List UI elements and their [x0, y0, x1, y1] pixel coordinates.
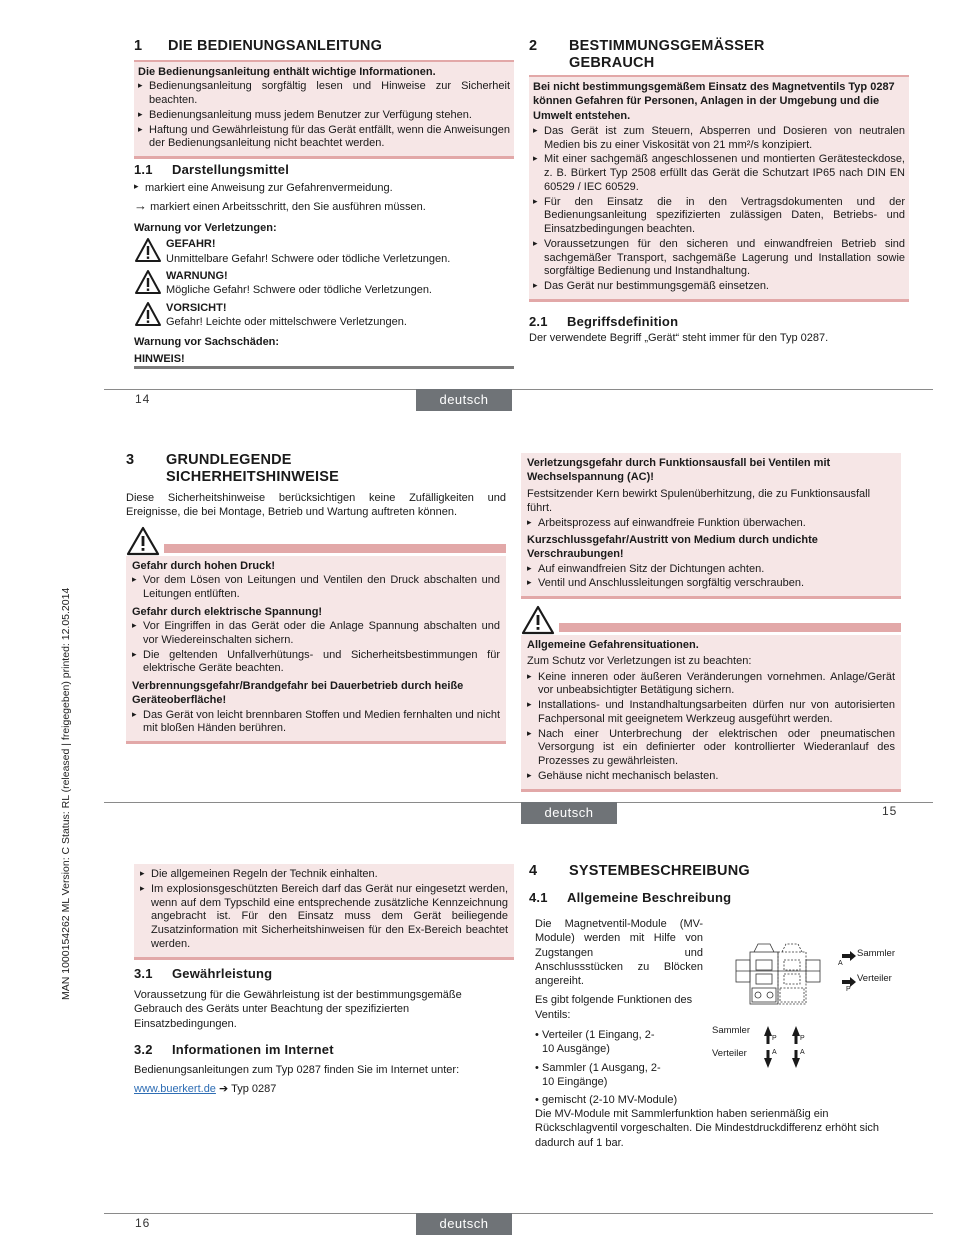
function-item [535, 1028, 703, 1057]
list-item: ▸ Vor dem Lösen von Leitungen und Ventilen den Druck abschalten und Leitungen entlüften. [132, 574, 500, 602]
hazard-heading: Verletzungsgefahr durch Funktionsausfall bei Ventilen mit Wechselspannung (AC)! [527, 457, 831, 484]
language-tab: deutsch [521, 802, 617, 824]
section-title: GRUNDLEGENDE [166, 452, 292, 468]
hinweis-rule [134, 366, 514, 369]
figure-label-verteiler-bottom: Verteiler [712, 1048, 747, 1059]
collector-note: Die MV-Module mit Sammlerfunktion haben serienmäßig ein Rückschlagventil vorgeschalten. Die Mindestdruckdifferenz erhöht sich dadurch auf 1 bar. [535, 1108, 880, 1149]
hazard-heading: Gefahr durch elektrische Spannung! [132, 605, 323, 618]
arrow-icon: → [134, 198, 147, 214]
warning-triangle-icon [126, 526, 160, 556]
page-number: 16 [135, 1216, 151, 1230]
info-box-intended-use [529, 75, 909, 302]
list-item: ▸ Arbeitsprozess auf einwandfreie Funktion überwachen. [527, 517, 895, 531]
list-item: ▸ Keine inneren oder äußeren Veränderungen vornehmen. Anlage/Gerät vor unbeabsichtigter Betätigung sichern. [527, 671, 895, 699]
general-description [535, 917, 703, 1108]
box-heading: Bei nicht bestimmungsgemäßem Einsatz des Magnetventils Typ 0287 können Gefahren für Personen, Anlagen in der Umgebung und die Umwelt entstehen. [533, 81, 895, 122]
warning-bar [164, 544, 506, 553]
section-4-heading [529, 863, 909, 880]
section-number: 1 [134, 38, 143, 54]
figure-label-sammler-bottom: Sammler [712, 1025, 751, 1036]
section-title: GEBRAUCH [569, 54, 655, 71]
hinweis-label: HINWEIS! [134, 352, 185, 365]
list-item: ▸ Gehäuse nicht mechanisch belasten. [527, 770, 895, 784]
section-title: SYSTEMBESCHREIBUNG [569, 863, 750, 879]
warning-triangle-icon [134, 301, 166, 329]
internet-text: Bedienungsanleitungen zum Typ 0287 finden Sie im Internet unter: [134, 1064, 460, 1076]
warning-text: Gefahr! Leichte oder mittelschwere Verletzungen. [166, 315, 407, 328]
valve-module-figure [706, 940, 906, 1070]
section-3-1-heading [134, 966, 514, 983]
safety-box-continued [134, 864, 514, 960]
list-item: ▸ Auf einwandfreien Sitz der Dichtungen achten. [527, 563, 895, 577]
section-2-1-heading [529, 314, 909, 331]
arrow-right-icon: ➔ [219, 1083, 229, 1095]
legend-text: markiert eine Anweisung zur Gefahrenvermeidung. [145, 182, 393, 194]
section-title: Begriffsdefinition [567, 314, 679, 329]
section-title: Gewährleistung [172, 966, 273, 981]
hazard-heading: Verbrennungsgefahr/Brandgefahr bei Dauerbetrieb durch heiße Geräteoberfläche! [132, 680, 464, 707]
hazard-heading: Allgemeine Gefahrensituationen. [527, 639, 699, 651]
section-number: 1.1 [134, 162, 153, 177]
function-text: gemischt (2-10 MV-Module) [542, 1094, 678, 1107]
list-item: ▸ Mit einer sachgemäß angeschlossenen und montierten Gerätesteckdose, z. B. Bürkert Typ 2508 erfüllt das Gerät die Schutzart IP65 nach DIN EN 60529 / IEC 60529. [533, 153, 905, 194]
figure-port-a: A [772, 1049, 777, 1056]
legend-text: markiert einen Arbeitsschritt, den Sie ausführen müssen. [150, 201, 426, 214]
safety-intro: Diese Sicherheitshinweise berücksichtigen keine Zufälligkeiten und Ereignisse, die bei Montage, Betrieb und Wartung auftreten können. [126, 492, 506, 519]
language-tab: deutsch [416, 389, 512, 411]
hazard-list [527, 517, 895, 531]
list-item: ▸ Für den Einsatz die in den Vertragsdokumenten und der Bedienungsanleitung spezifizierten zulässigen Daten, Betriebs- und Einsatzbedingungen beachten. [533, 196, 905, 237]
section-number: 2 [529, 38, 538, 54]
warning-warnung [134, 269, 514, 298]
function-text: Verteiler (1 Eingang, 2-10 Ausgänge) [542, 1029, 655, 1056]
hazard-heading: Kurzschlussgefahr/Austritt von Medium durch undichte Verschraubungen! [527, 533, 818, 561]
legend-instruction: ▸ markiert eine Anweisung zur Gefahrenvermeidung. [134, 181, 393, 194]
hazard-list [527, 563, 895, 592]
section-number: 3.1 [134, 966, 153, 981]
list-item: ▸ Das Gerät von leicht brennbaren Stoffen und Medien fernhalten und nicht mit bloßen Händen berühren. [132, 709, 500, 737]
buerkert-website-link[interactable]: www.buerkert.de [134, 1083, 216, 1095]
warning-damage-label: Warnung vor Sachschäden: [134, 336, 280, 349]
warning-gefahr [134, 237, 514, 266]
list-item: ▸ Nach einer Unterbrechung der elektrischen oder pneumatischen Versorgung ist ein definierter oder kontrollierter Wiederanlauf des Prozesses zu gewährleisten. [527, 728, 895, 769]
section-title: DIE BEDIENUNGSANLEITUNG [168, 38, 383, 54]
definition-text: Der verwendete Begriff „Gerät“ steht immer für den Typ 0287. [529, 332, 829, 344]
warranty-text: Voraussetzung für die Gewährleistung ist der bestimmungsgemäße Gebrauch des Geräts unter Beachtung der spezifizierten Einsatzbedingungen. [134, 989, 462, 1030]
legend-step [134, 198, 514, 215]
list-item: ▸ Haftung und Gewährleistung für das Gerät entfällt, wenn die Anweisungen der Bedienungsanleitung nicht beachtet werden. [138, 124, 510, 152]
list-item: ▸ Installations- und Instandhaltungsarbeiten dürfen nur von autorisierten Fachpersonal mit geeignetem Werkzeug ausgeführt werden. [527, 699, 895, 727]
page-divider [104, 389, 933, 390]
section-title: Informationen im Internet [172, 1042, 334, 1057]
warning-text: Unmittelbare Gefahr! Schwere oder tödliche Verletzungen. [166, 252, 451, 265]
warning-triangle-icon [134, 237, 166, 265]
section-3-heading [126, 452, 506, 485]
warning-header [521, 605, 901, 635]
warning-triangle-icon [134, 269, 166, 297]
list-item: ▸ Das Gerät ist zum Steuern, Absperren und Dosieren von neutralen Medien bis zu einer Viskosität von 21 mm²/s konzipiert. [533, 125, 905, 153]
section-title: SICHERHEITSHINWEISE [166, 468, 339, 485]
list-item: ▸ Bedienungsanleitung sorgfältig lesen und Hinweise zur Sicherheit beachten. [138, 80, 510, 108]
figure-label-verteiler: Verteiler [857, 973, 892, 984]
description-text: Die Magnetventil-Module (MV-Module) werden mit Hilfe von Zugstangen und Anschlussstücken zu Blöcken angereiht. [535, 918, 703, 988]
figure-port-p: P [772, 1035, 777, 1042]
internet-link-row [134, 1082, 514, 1096]
bullet: • [535, 1061, 539, 1074]
section-1-1-heading [134, 162, 514, 179]
warning-injury-label: Warnung vor Verletzungen: [134, 222, 277, 235]
list-item: ▸ Ventil und Anschlussleitungen sorgfältig verschrauben. [527, 577, 895, 591]
safety-box-right-bottom [521, 605, 901, 792]
page-divider [104, 802, 933, 803]
warning-title: WARNUNG! [166, 270, 228, 283]
warning-header [126, 526, 506, 556]
figure-port-a: A [838, 960, 843, 967]
hazard-text: Festsitzender Kern bewirkt Spulenüberhitzung, die zu Funktionsausfall führt. [527, 487, 871, 514]
instruction-list [138, 80, 510, 151]
hazard-list [132, 709, 500, 737]
list-item: ▸ Die geltenden Unfallverhütungs- und Sicherheitsbestimmungen für elektrische Geräte beachten. [132, 649, 500, 677]
section-number: 2.1 [529, 314, 548, 329]
hazard-list [132, 620, 500, 676]
warning-box-content [521, 635, 901, 792]
figure-port-p: P [846, 986, 851, 993]
section-number: 4.1 [529, 890, 548, 905]
list-item: ▸ Bedienungsanleitung muss jedem Benutzer zur Verfügung stehen. [138, 109, 510, 123]
warning-triangle-icon [521, 605, 555, 635]
box-heading: Die Bedienungsanleitung enthält wichtige Informationen. [138, 66, 436, 78]
list-item: ▸ Voraussetzungen für den sicheren und einwandfreien Betrieb sind sachgemäßer Transport, sachgemäße Lagerung und Installation sowie sorgfältige Bedienung und Instandhaltung. [533, 238, 905, 279]
list-item: ▸ Vor Eingriffen in das Gerät oder die Anlage Spannung abschalten und vor Wiedereinschalten sichern. [132, 620, 500, 648]
section-number: 3 [126, 452, 135, 468]
function-text: Sammler (1 Ausgang, 2-10 Eingänge) [542, 1061, 661, 1088]
hazard-text: Zum Schutz vor Verletzungen ist zu beachten: [527, 655, 752, 668]
section-1-heading [134, 38, 514, 55]
section-number: 4 [529, 863, 538, 879]
page-divider [104, 1213, 933, 1214]
section-4-1-heading [529, 890, 909, 907]
warning-bar [559, 623, 901, 632]
hazard-list [132, 574, 500, 602]
list-item: ▸ Die allgemeinen Regeln der Technik einhalten. [140, 868, 508, 882]
section-number: 3.2 [134, 1042, 153, 1057]
hazard-heading: Gefahr durch hohen Druck! [132, 560, 276, 572]
info-box-operating-manual [134, 60, 514, 159]
document-sidebar-info: MAN 1000154262 ML Version: C Status: RL (released | freigegeben) printed: 12.05.2014 [60, 587, 72, 1000]
warning-box-content [126, 556, 506, 744]
figure-label-sammler: Sammler [857, 948, 896, 959]
warning-title: GEFAHR! [166, 238, 216, 251]
page-number: 15 [882, 804, 898, 818]
function-item [535, 1061, 703, 1090]
section-2-heading [529, 38, 909, 71]
description-text: Es gibt folgende Funktionen des Ventils: [535, 994, 693, 1021]
hazard-list [527, 671, 895, 784]
section-title: BESTIMMUNGSGEMÄSSER [569, 38, 765, 54]
warning-title: VORSICHT! [166, 301, 227, 314]
warning-text: Mögliche Gefahr! Schwere oder tödliche Verletzungen. [166, 284, 432, 297]
page-number: 14 [135, 392, 151, 406]
figure-port-p: P [800, 1035, 805, 1042]
language-tab: deutsch [416, 1213, 512, 1235]
warning-vorsicht [134, 301, 514, 330]
section-3-2-heading [134, 1042, 514, 1059]
bullet: • [535, 1094, 539, 1107]
representation-legend [134, 181, 514, 366]
section-title: Darstellungsmittel [172, 162, 290, 177]
bullet: • [535, 1029, 539, 1042]
figure-port-a: A [800, 1049, 805, 1056]
list-item: ▸ Das Gerät nur bestimmungsgemäß einsetzen. [533, 280, 905, 294]
safety-box-right-top [521, 453, 901, 599]
safety-list [140, 868, 508, 952]
safety-box-left [126, 526, 506, 744]
intended-use-list [533, 125, 905, 294]
function-item [535, 1093, 703, 1107]
list-item: ▸ Im explosionsgeschützten Bereich darf das Gerät nur eingesetzt werden, wenn auf dem Typschild eine entsprechende zusätzliche Kennzeichnung angebracht ist. Für den Einsatz muss dem Gerät beiliegende Zusatzinformation mit Sicherheitshinweisen für den Ex-Bereich beachtet werden. [140, 883, 508, 952]
link-suffix: Typ 0287 [231, 1083, 277, 1095]
section-title: Allgemeine Beschreibung [567, 890, 732, 905]
